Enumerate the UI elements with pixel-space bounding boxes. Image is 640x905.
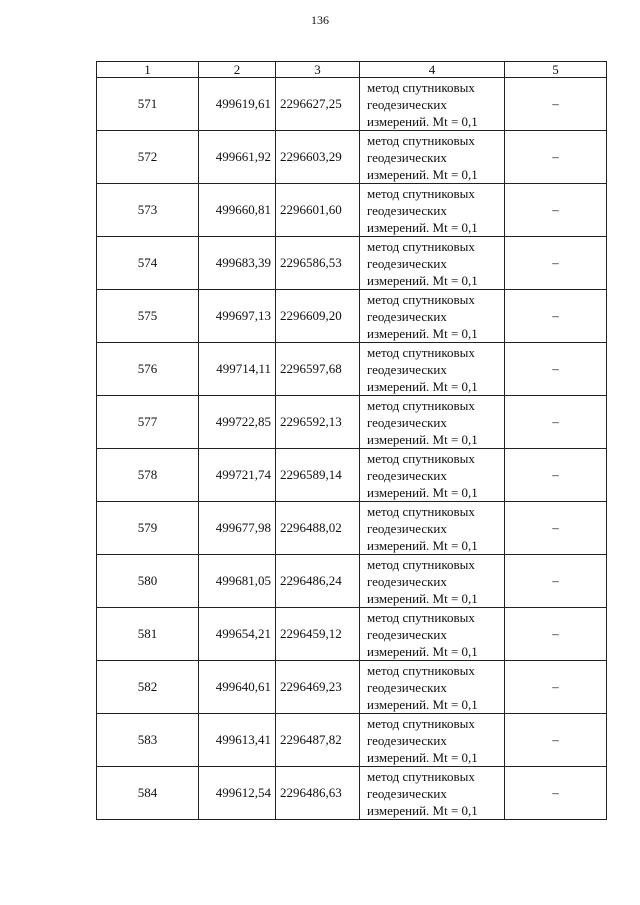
table-row — [97, 396, 607, 449]
coordinate-y-cell: 2296487,82 — [276, 714, 360, 767]
coordinate-y-cell: 2296486,63 — [276, 767, 360, 820]
header-col-3: 3 — [276, 62, 360, 78]
point-number-cell: 582 — [97, 661, 199, 714]
method-cell — [360, 396, 505, 449]
coordinate-x-cell: 499660,81 — [199, 184, 276, 237]
table-row — [97, 237, 607, 290]
note-cell: – — [505, 555, 607, 608]
point-number-cell: 574 — [97, 237, 199, 290]
method-text: метод спутниковых геодезических измерений. Mt = 0,1 — [367, 503, 478, 553]
header-col-2: 2 — [199, 62, 276, 78]
method-cell — [360, 714, 505, 767]
method-text: метод спутниковых геодезических измерений. Mt = 0,1 — [367, 715, 478, 765]
method-text: метод спутниковых геодезических измерений. Mt = 0,1 — [367, 185, 478, 235]
point-number-cell: 578 — [97, 449, 199, 502]
table-row — [97, 714, 607, 767]
coordinate-y-cell: 2296609,20 — [276, 290, 360, 343]
note-cell: – — [505, 184, 607, 237]
table-row — [97, 78, 607, 131]
note-cell: – — [505, 502, 607, 555]
header-row — [97, 62, 607, 78]
method-cell — [360, 237, 505, 290]
note-cell: – — [505, 767, 607, 820]
method-text: метод спутниковых геодезических измерений. Mt = 0,1 — [367, 662, 478, 712]
coordinate-x-cell: 499722,85 — [199, 396, 276, 449]
method-text: метод спутниковых геодезических измерений. Mt = 0,1 — [367, 79, 478, 129]
coordinates-table — [96, 61, 607, 820]
coordinate-y-cell: 2296469,23 — [276, 661, 360, 714]
method-cell — [360, 502, 505, 555]
note-cell: – — [505, 714, 607, 767]
table-row — [97, 555, 607, 608]
table-row — [97, 608, 607, 661]
method-cell — [360, 767, 505, 820]
note-cell: – — [505, 608, 607, 661]
point-number-cell: 572 — [97, 131, 199, 184]
point-number-cell: 576 — [97, 343, 199, 396]
note-cell: – — [505, 396, 607, 449]
note-cell: – — [505, 290, 607, 343]
method-cell — [360, 555, 505, 608]
point-number-cell: 583 — [97, 714, 199, 767]
coordinate-x-cell: 499612,54 — [199, 767, 276, 820]
page-number: 136 — [311, 13, 329, 27]
method-cell — [360, 343, 505, 396]
coordinate-x-cell: 499640,61 — [199, 661, 276, 714]
method-cell — [360, 290, 505, 343]
note-cell: – — [505, 343, 607, 396]
method-text: метод спутниковых геодезических измерений. Mt = 0,1 — [367, 450, 478, 500]
table-row — [97, 343, 607, 396]
coordinate-x-cell: 499714,11 — [199, 343, 276, 396]
coordinate-y-cell: 2296627,25 — [276, 78, 360, 131]
method-cell — [360, 184, 505, 237]
point-number-cell: 579 — [97, 502, 199, 555]
method-text: метод спутниковых геодезических измерений. Mt = 0,1 — [367, 238, 478, 288]
table-row — [97, 767, 607, 820]
method-text: метод спутниковых геодезических измерений. Mt = 0,1 — [367, 768, 478, 818]
coordinate-y-cell: 2296459,12 — [276, 608, 360, 661]
table-row — [97, 661, 607, 714]
coordinate-x-cell: 499619,61 — [199, 78, 276, 131]
table-row — [97, 184, 607, 237]
coordinate-y-cell: 2296597,68 — [276, 343, 360, 396]
coordinate-y-cell: 2296488,02 — [276, 502, 360, 555]
method-cell — [360, 661, 505, 714]
point-number-cell: 575 — [97, 290, 199, 343]
method-text: метод спутниковых геодезических измерений. Mt = 0,1 — [367, 291, 478, 341]
coordinate-x-cell: 499654,21 — [199, 608, 276, 661]
point-number-cell: 571 — [97, 78, 199, 131]
table-header — [97, 62, 607, 78]
table-row — [97, 131, 607, 184]
table-body — [97, 78, 607, 820]
coordinate-y-cell: 2296592,13 — [276, 396, 360, 449]
point-number-cell: 580 — [97, 555, 199, 608]
header-col-1: 1 — [97, 62, 199, 78]
coordinate-x-cell: 499683,39 — [199, 237, 276, 290]
table-row — [97, 502, 607, 555]
coordinate-x-cell: 499681,05 — [199, 555, 276, 608]
method-text: метод спутниковых геодезических измерений. Mt = 0,1 — [367, 556, 478, 606]
coordinate-x-cell: 499677,98 — [199, 502, 276, 555]
method-cell — [360, 131, 505, 184]
method-text: метод спутниковых геодезических измерений. Mt = 0,1 — [367, 609, 478, 659]
coordinate-y-cell: 2296589,14 — [276, 449, 360, 502]
coordinate-x-cell: 499661,92 — [199, 131, 276, 184]
note-cell: – — [505, 237, 607, 290]
coordinate-y-cell: 2296603,29 — [276, 131, 360, 184]
coordinate-x-cell: 499613,41 — [199, 714, 276, 767]
method-cell — [360, 78, 505, 131]
coordinate-y-cell: 2296601,60 — [276, 184, 360, 237]
note-cell: – — [505, 449, 607, 502]
coordinate-x-cell: 499721,74 — [199, 449, 276, 502]
table-row — [97, 290, 607, 343]
point-number-cell: 577 — [97, 396, 199, 449]
coordinate-x-cell: 499697,13 — [199, 290, 276, 343]
note-cell: – — [505, 78, 607, 131]
point-number-cell: 581 — [97, 608, 199, 661]
method-cell — [360, 449, 505, 502]
point-number-cell: 584 — [97, 767, 199, 820]
coordinate-y-cell: 2296586,53 — [276, 237, 360, 290]
header-col-5: 5 — [505, 62, 607, 78]
note-cell: – — [505, 661, 607, 714]
method-cell — [360, 608, 505, 661]
coordinate-y-cell: 2296486,24 — [276, 555, 360, 608]
method-text: метод спутниковых геодезических измерений. Mt = 0,1 — [367, 132, 478, 182]
method-text: метод спутниковых геодезических измерений. Mt = 0,1 — [367, 344, 478, 394]
point-number-cell: 573 — [97, 184, 199, 237]
header-col-4: 4 — [360, 62, 505, 78]
method-text: метод спутниковых геодезических измерений. Mt = 0,1 — [367, 397, 478, 447]
note-cell: – — [505, 131, 607, 184]
table-row — [97, 449, 607, 502]
